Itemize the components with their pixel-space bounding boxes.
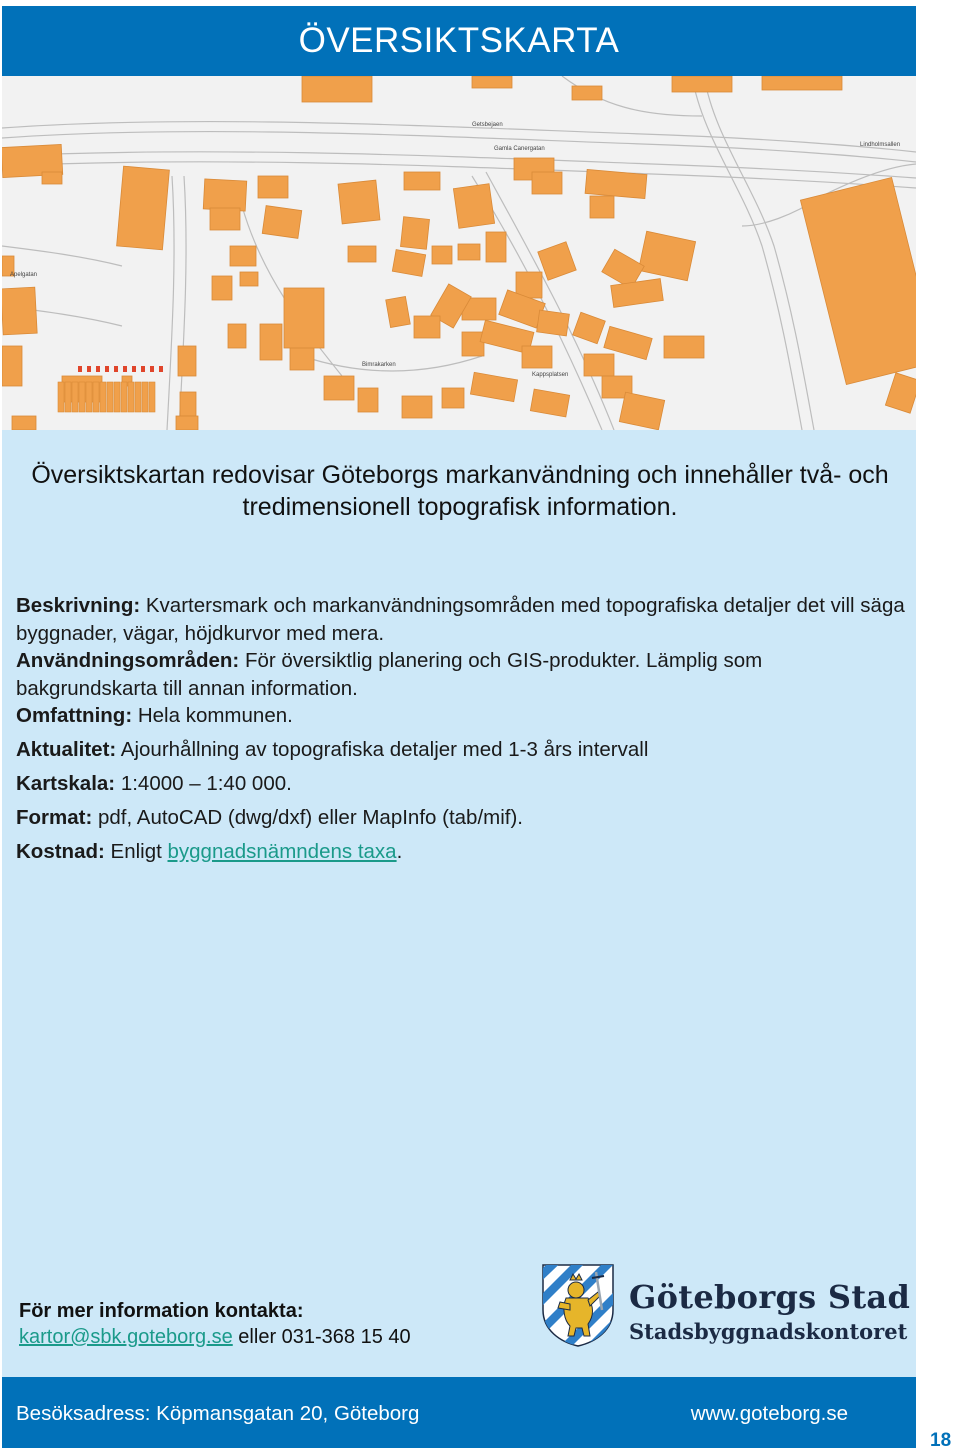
- kartskala-row: [16, 770, 906, 798]
- map-street-label: Getsbejaen: [472, 122, 503, 128]
- kostnad-text: Enligt: [104, 840, 168, 863]
- map-building: [72, 382, 78, 412]
- map-building: [885, 373, 916, 413]
- aktualitet-label: Aktualitet:: [16, 738, 117, 761]
- map-marker: [78, 366, 82, 372]
- taxa-link[interactable]: byggnadsnämndens taxa: [167, 840, 397, 863]
- map-building: [348, 246, 376, 262]
- map-building: [260, 324, 282, 360]
- map-building: [107, 382, 113, 412]
- kostnad-row: [16, 838, 906, 866]
- map-building: [178, 346, 196, 376]
- footer-address: Besöksadress: Köpmansgatan 20, Göteborg: [16, 1402, 420, 1425]
- map-labels: [10, 122, 900, 378]
- map-building: [212, 276, 232, 300]
- map-street-label: Gamla Canergatan: [494, 146, 545, 152]
- map-building: [230, 246, 256, 266]
- anvandning-label: Användningsområden:: [16, 649, 240, 672]
- map-building: [290, 346, 314, 370]
- map-building: [114, 382, 120, 412]
- map-building: [284, 288, 324, 348]
- map-marker: [132, 366, 136, 372]
- map-building: [149, 382, 155, 412]
- description-block: [16, 592, 906, 730]
- map-building: [93, 382, 99, 412]
- map-building: [672, 76, 732, 92]
- map-building: [100, 382, 106, 412]
- map-building: [432, 246, 452, 264]
- map-building: [228, 324, 246, 348]
- map-street-label: Apelgatan: [10, 272, 38, 278]
- map-building: [442, 388, 464, 408]
- map-building: [404, 172, 440, 190]
- map-building: [58, 382, 64, 412]
- map-building: [619, 392, 664, 430]
- map-marker: [105, 366, 109, 372]
- logo-department: Stadsbyggnadskontoret: [629, 1319, 908, 1344]
- format-label: Format:: [16, 806, 93, 829]
- contact-email-link[interactable]: kartor@sbk.goteborg.se: [19, 1326, 233, 1348]
- map-building: [117, 166, 170, 250]
- aktualitet-text: Ajourhållning av topografiska detaljer med 1-3 års intervall: [116, 738, 649, 761]
- map-building: [402, 396, 432, 418]
- anvandning-text: För översiktlig planering och GIS-produkter. Lämplig som bakgrundskarta till annan information.: [16, 649, 763, 700]
- map-building: [358, 388, 378, 412]
- map-marker: [114, 366, 118, 372]
- map-building: [537, 310, 570, 336]
- beskrivning-text: Kvartersmark och markanvändningsområden med topografiska detaljer det vill säga byggnader, vägar, höjdkurvor med mera.: [16, 594, 905, 645]
- footer-bar: [2, 1377, 916, 1448]
- map-building: [2, 346, 22, 386]
- map-marker: [159, 366, 163, 372]
- omfattning-label: Omfattning:: [16, 704, 133, 727]
- kartskala-text: 1:4000 – 1:40 000.: [115, 772, 292, 795]
- map-building: [42, 172, 62, 184]
- format-text: pdf, AutoCAD (dwg/dxf) eller MapInfo (tab/mif).: [92, 806, 523, 829]
- map-building: [462, 332, 484, 356]
- map-building: [573, 312, 606, 343]
- map-building: [386, 296, 411, 327]
- map-street-label: Lindholmsallen: [860, 142, 901, 148]
- kartskala-label: Kartskala:: [16, 772, 116, 795]
- map-street-label: Kappsplatsen: [532, 372, 569, 378]
- aktualitet-row: [16, 736, 906, 764]
- map-building: [538, 242, 576, 280]
- map-building: [203, 179, 247, 211]
- kostnad-end: .: [396, 840, 403, 863]
- map-building: [532, 172, 562, 194]
- map-building: [79, 382, 85, 412]
- map-building: [800, 177, 916, 384]
- contact-heading: För mer information kontakta:: [19, 1300, 304, 1322]
- contact-phone: eller 031-368 15 40: [232, 1326, 411, 1348]
- map-building: [472, 76, 512, 88]
- page-title: ÖVERSIKTSKARTA: [298, 21, 620, 60]
- map-building: [572, 86, 602, 100]
- map-building: [135, 382, 141, 412]
- map-marker: [87, 366, 91, 372]
- map-building: [65, 382, 71, 412]
- beskrivning-label: Beskrivning:: [16, 594, 141, 617]
- map-building: [142, 382, 148, 412]
- map-building: [414, 316, 440, 338]
- logo-name: Göteborgs Stad: [629, 1278, 911, 1316]
- map-building: [584, 354, 614, 376]
- map-building: [762, 76, 842, 90]
- map-building: [392, 250, 425, 277]
- omfattning-row: [16, 702, 906, 730]
- map-building: [522, 346, 552, 368]
- map-building: [121, 382, 127, 412]
- page-number: 18: [930, 1430, 952, 1451]
- map-building: [486, 232, 506, 262]
- intro-text: Översiktskartan redovisar Göteborgs markanvändning och innehåller två- och tredimensionell topografisk information.: [31, 461, 889, 521]
- map-building: [590, 196, 614, 218]
- map-marker: [141, 366, 145, 372]
- map-building: [458, 244, 480, 260]
- map-drawing: [2, 76, 916, 430]
- footer-website-link[interactable]: www.goteborg.se: [690, 1402, 848, 1425]
- map-building: [128, 382, 134, 412]
- map-building: [638, 231, 695, 281]
- map-building: [530, 389, 569, 417]
- map-building: [664, 336, 704, 358]
- map-street-label: Bimrakarken: [362, 362, 396, 368]
- map-building: [324, 376, 354, 400]
- map-building: [470, 372, 517, 401]
- kostnad-label: Kostnad:: [16, 840, 105, 863]
- goteborgs-stad-logo: [540, 1262, 911, 1348]
- map-building: [86, 382, 92, 412]
- coat-of-arms-icon: [540, 1262, 616, 1348]
- map-marker: [150, 366, 154, 372]
- title-bar: [2, 6, 916, 76]
- map-building: [338, 180, 380, 224]
- map-building: [258, 176, 288, 198]
- overview-map: [2, 76, 916, 430]
- omfattning-text: Hela kommunen.: [132, 704, 293, 727]
- map-marker: [96, 366, 100, 372]
- map-building: [12, 416, 36, 430]
- map-buildings: [2, 76, 916, 430]
- map-building: [611, 279, 664, 308]
- map-building: [453, 184, 494, 229]
- map-building: [262, 206, 302, 239]
- map-marker: [123, 366, 127, 372]
- map-building: [401, 217, 430, 250]
- map-building: [2, 287, 37, 335]
- format-row: [16, 804, 906, 832]
- map-building: [180, 392, 196, 416]
- beskrivning-row: [16, 592, 906, 647]
- contact-block: [19, 1298, 411, 1350]
- map-building: [302, 76, 372, 102]
- map-building: [176, 416, 198, 430]
- map-building: [240, 272, 258, 286]
- anvandning-row: [16, 647, 906, 702]
- map-building: [210, 208, 240, 230]
- map-building: [585, 169, 647, 198]
